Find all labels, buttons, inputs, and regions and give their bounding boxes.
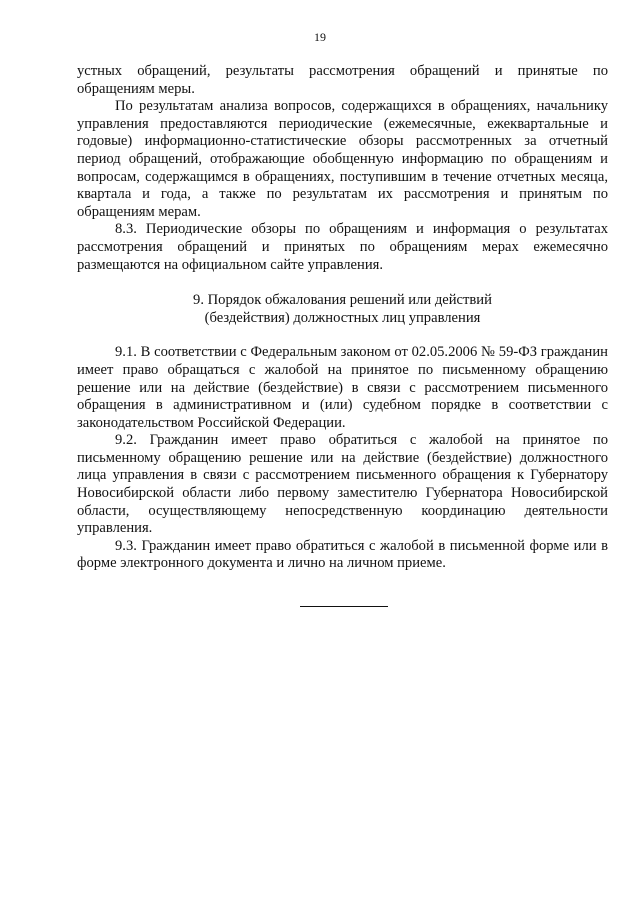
- page-number: 19: [314, 30, 326, 44]
- paragraph-9-1: 9.1. В соответствии с Федеральным законом от 02.05.2006 № 59-ФЗ гражданин имеет право обращаться с жалобой на принятое по письменному обращению решение или на действие (бездействие) в связи с рассмотрением письменного обращения в административном и (или) судебном порядке в соответствии с законодательством Российской Федерации.: [77, 344, 608, 431]
- document-body: [77, 63, 608, 573]
- section-heading-line-2: (бездействия) должностных лиц управления: [204, 309, 481, 326]
- paragraph-9-2: 9.2. Гражданин имеет право обратиться с жалобой на принятое по письменному обращению решение или на действие (бездействие) должностного лица управления в связи с рассмотрением письменного обращения к Губернатору Новосибирской области либо первому заместителю Губернатора Новосибирской области, осуществляющему непосредственную координацию деятельности управления.: [77, 432, 608, 537]
- paragraph-continuation: устных обращений, результаты рассмотрения обращений и принятые по обращениям меры.: [77, 63, 608, 97]
- paragraph-review-summaries: По результатам анализа вопросов, содержащихся в обращениях, начальнику управления предоставляются периодические (ежемесячные, ежеквартальные и годовые) информационно-статистические обзоры рассмотренных за отчетный период обращений, отображающие обобщенную информацию по обращениям и вопросам, содержащимся в обращениях, поступившим в течение отчетных месяца, квартала и года, а также по результатам их рассмотрения и принятым по обращениям мерам.: [77, 98, 608, 220]
- section-heading: [77, 292, 608, 327]
- paragraph-9-3: 9.3. Гражданин имеет право обратиться с жалобой в письменной форме или в форме электронного документа и лично на личном приеме.: [77, 537, 608, 572]
- section-heading-line-1: 9. Порядок обжалования решений или действий: [193, 292, 492, 309]
- paragraph-8-3: 8.3. Периодические обзоры по обращениям и информация о результатах рассмотрения обращений и принятых по обращениям мерах ежемесячно размещаются на официальном сайте управления.: [77, 221, 608, 273]
- end-of-document-rule: [300, 606, 388, 607]
